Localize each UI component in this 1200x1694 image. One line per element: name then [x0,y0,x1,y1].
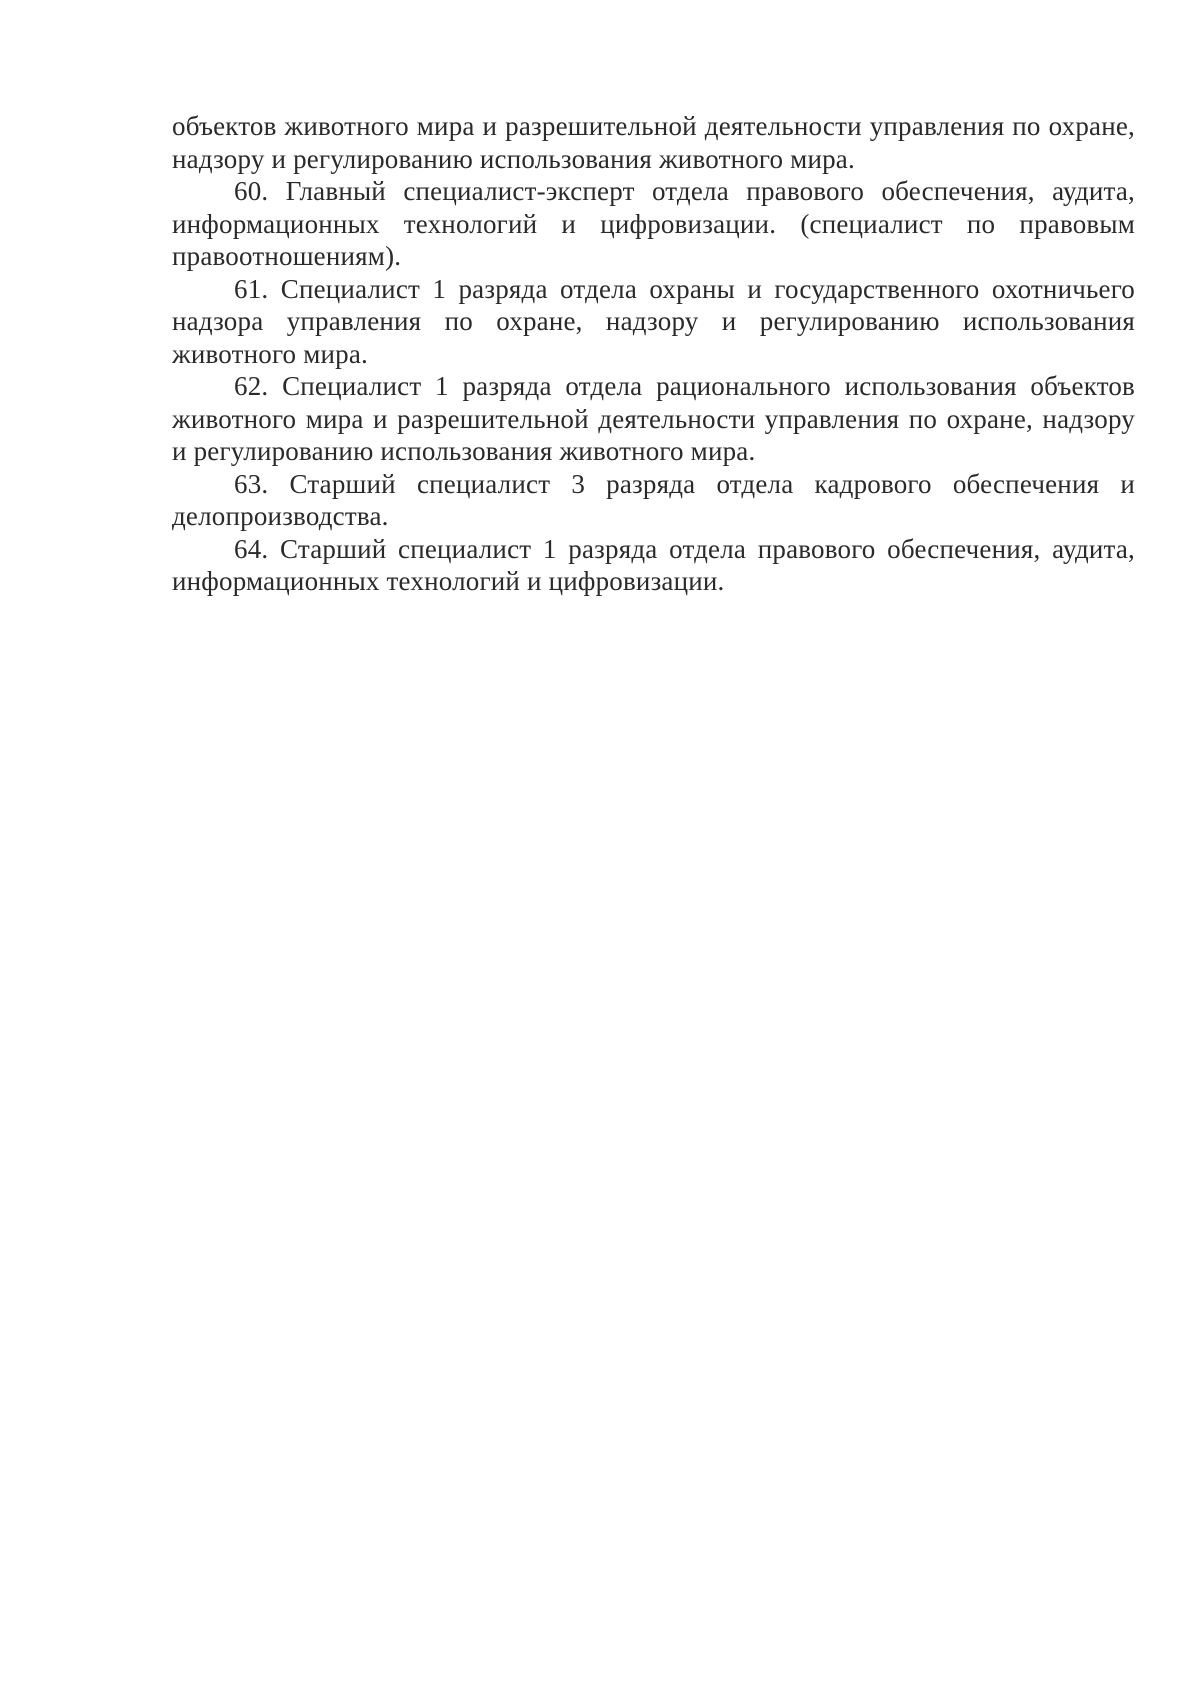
list-item-62: 62. Специалист 1 разряда отдела рационального использования объектов животного мира и разрешительной деятельности управления по охране, надзору и регулированию использования животного мира. [172,371,1135,466]
list-item-61: 61. Специалист 1 разряда отдела охраны и государственного охотничьего надзора управления по охране, надзору и регулированию использования животного мира. [172,273,1135,369]
list-item-63: 63. Старший специалист 3 разряда отдела кадрового обеспечения и делопроизводства. [172,468,1135,531]
list-item-64: 64. Старший специалист 1 разряда отдела правового обеспечения, аудита, информационных технологий и цифровизации. [172,533,1135,596]
document-body [172,110,1135,598]
list-item-60: 60. Главный специалист-эксперт отдела правового обеспечения, аудита, информационных технологий и цифровизации. (специалист по правовым правоотношениям). [172,176,1135,271]
continuation-paragraph: объектов животного мира и разрешительной деятельности управления по охране, надзору и регулированию использования животного мира. [172,111,1135,174]
